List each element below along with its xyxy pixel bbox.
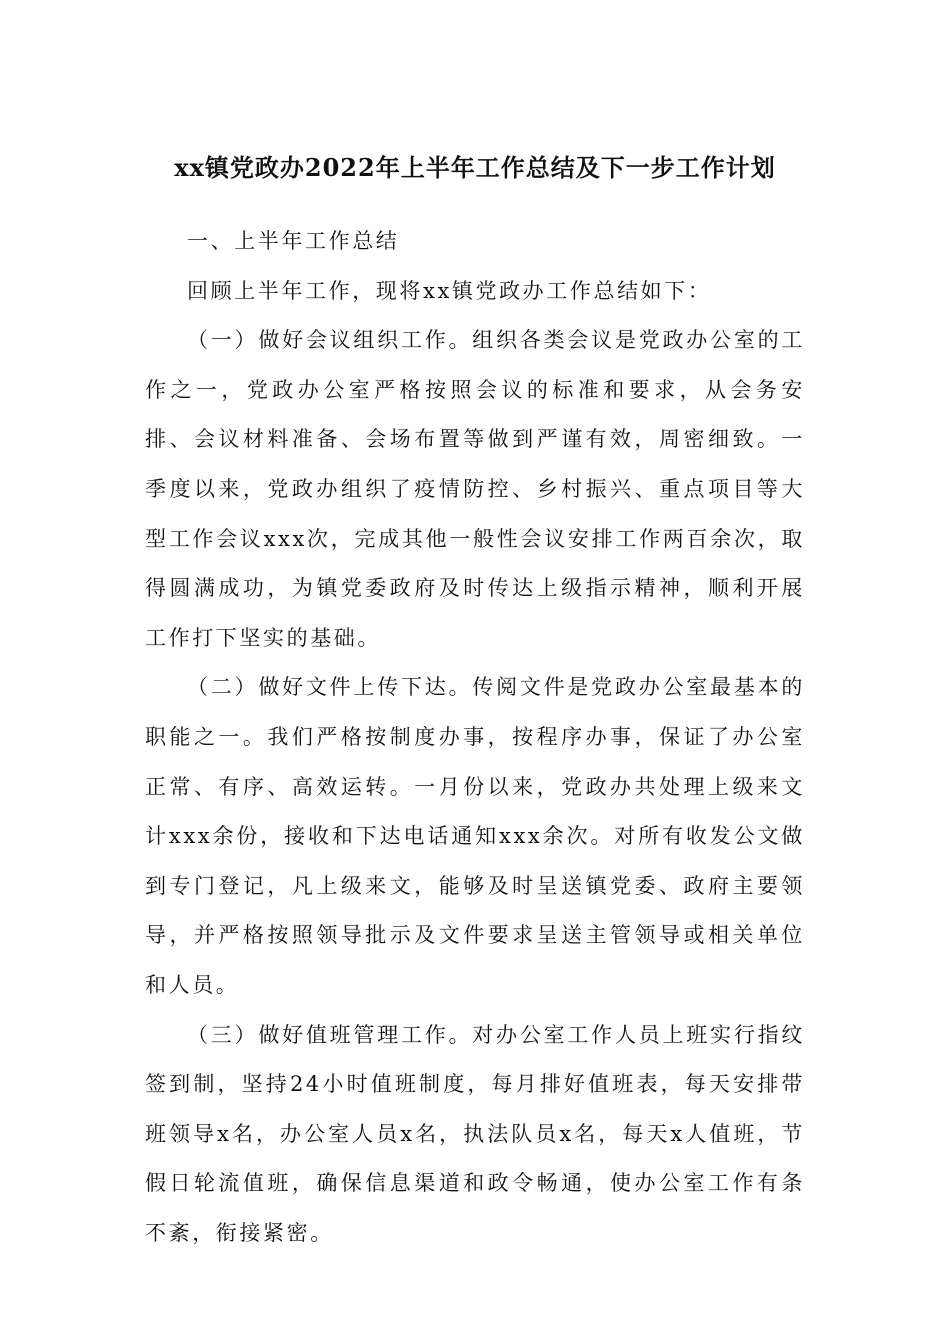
- paragraph-document-circulation: （二）做好文件上传下达。传阅文件是党政办公室最基本的职能之一。我们严格按制度办事，按程序办事，保证了办公室正常、有序、高效运转。一月份以来，党政办共处理上级来文计xxx余份，接收和下达电话通知xxx余次。对所有收发公文做到专门登记，凡上级来文，能够及时呈送镇党委、政府主要领导，并严格按照领导批示及文件要求呈送主管领导或相关单位和人员。: [145, 675, 805, 997]
- section-heading: 一、上半年工作总结: [187, 229, 400, 253]
- document-title: xx镇党政办2022年上半年工作总结及下一步工作计划: [174, 153, 776, 182]
- document-body: [145, 217, 805, 1258]
- paragraph-duty-management: （三）做好值班管理工作。对办公室工作人员上班实行指纹签到制，坚持24小时值班制度，每月排好值班表，每天安排带班领导x名，办公室人员x名，执法队员x名，每天x人值班，节假日轮流值班，确保信息渠道和政令畅通，使办公室工作有条不紊，衔接紧密。: [145, 1022, 805, 1245]
- paragraph-meeting-organization: （一）做好会议组织工作。组织各类会议是党政办公室的工作之一，党政办公室严格按照会议的标准和要求，从会务安排、会议材料准备、会场布置等做到严谨有效，周密细致。一季度以来，党政办组织了疫情防控、乡村振兴、重点项目等大型工作会议xxx次，完成其他一般性会议安排工作两百余次，取得圆满成功，为镇党委政府及时传达上级指示精神，顺利开展工作打下坚实的基础。: [145, 328, 805, 650]
- intro-paragraph: 回顾上半年工作，现将xx镇党政办工作总结如下：: [187, 278, 712, 303]
